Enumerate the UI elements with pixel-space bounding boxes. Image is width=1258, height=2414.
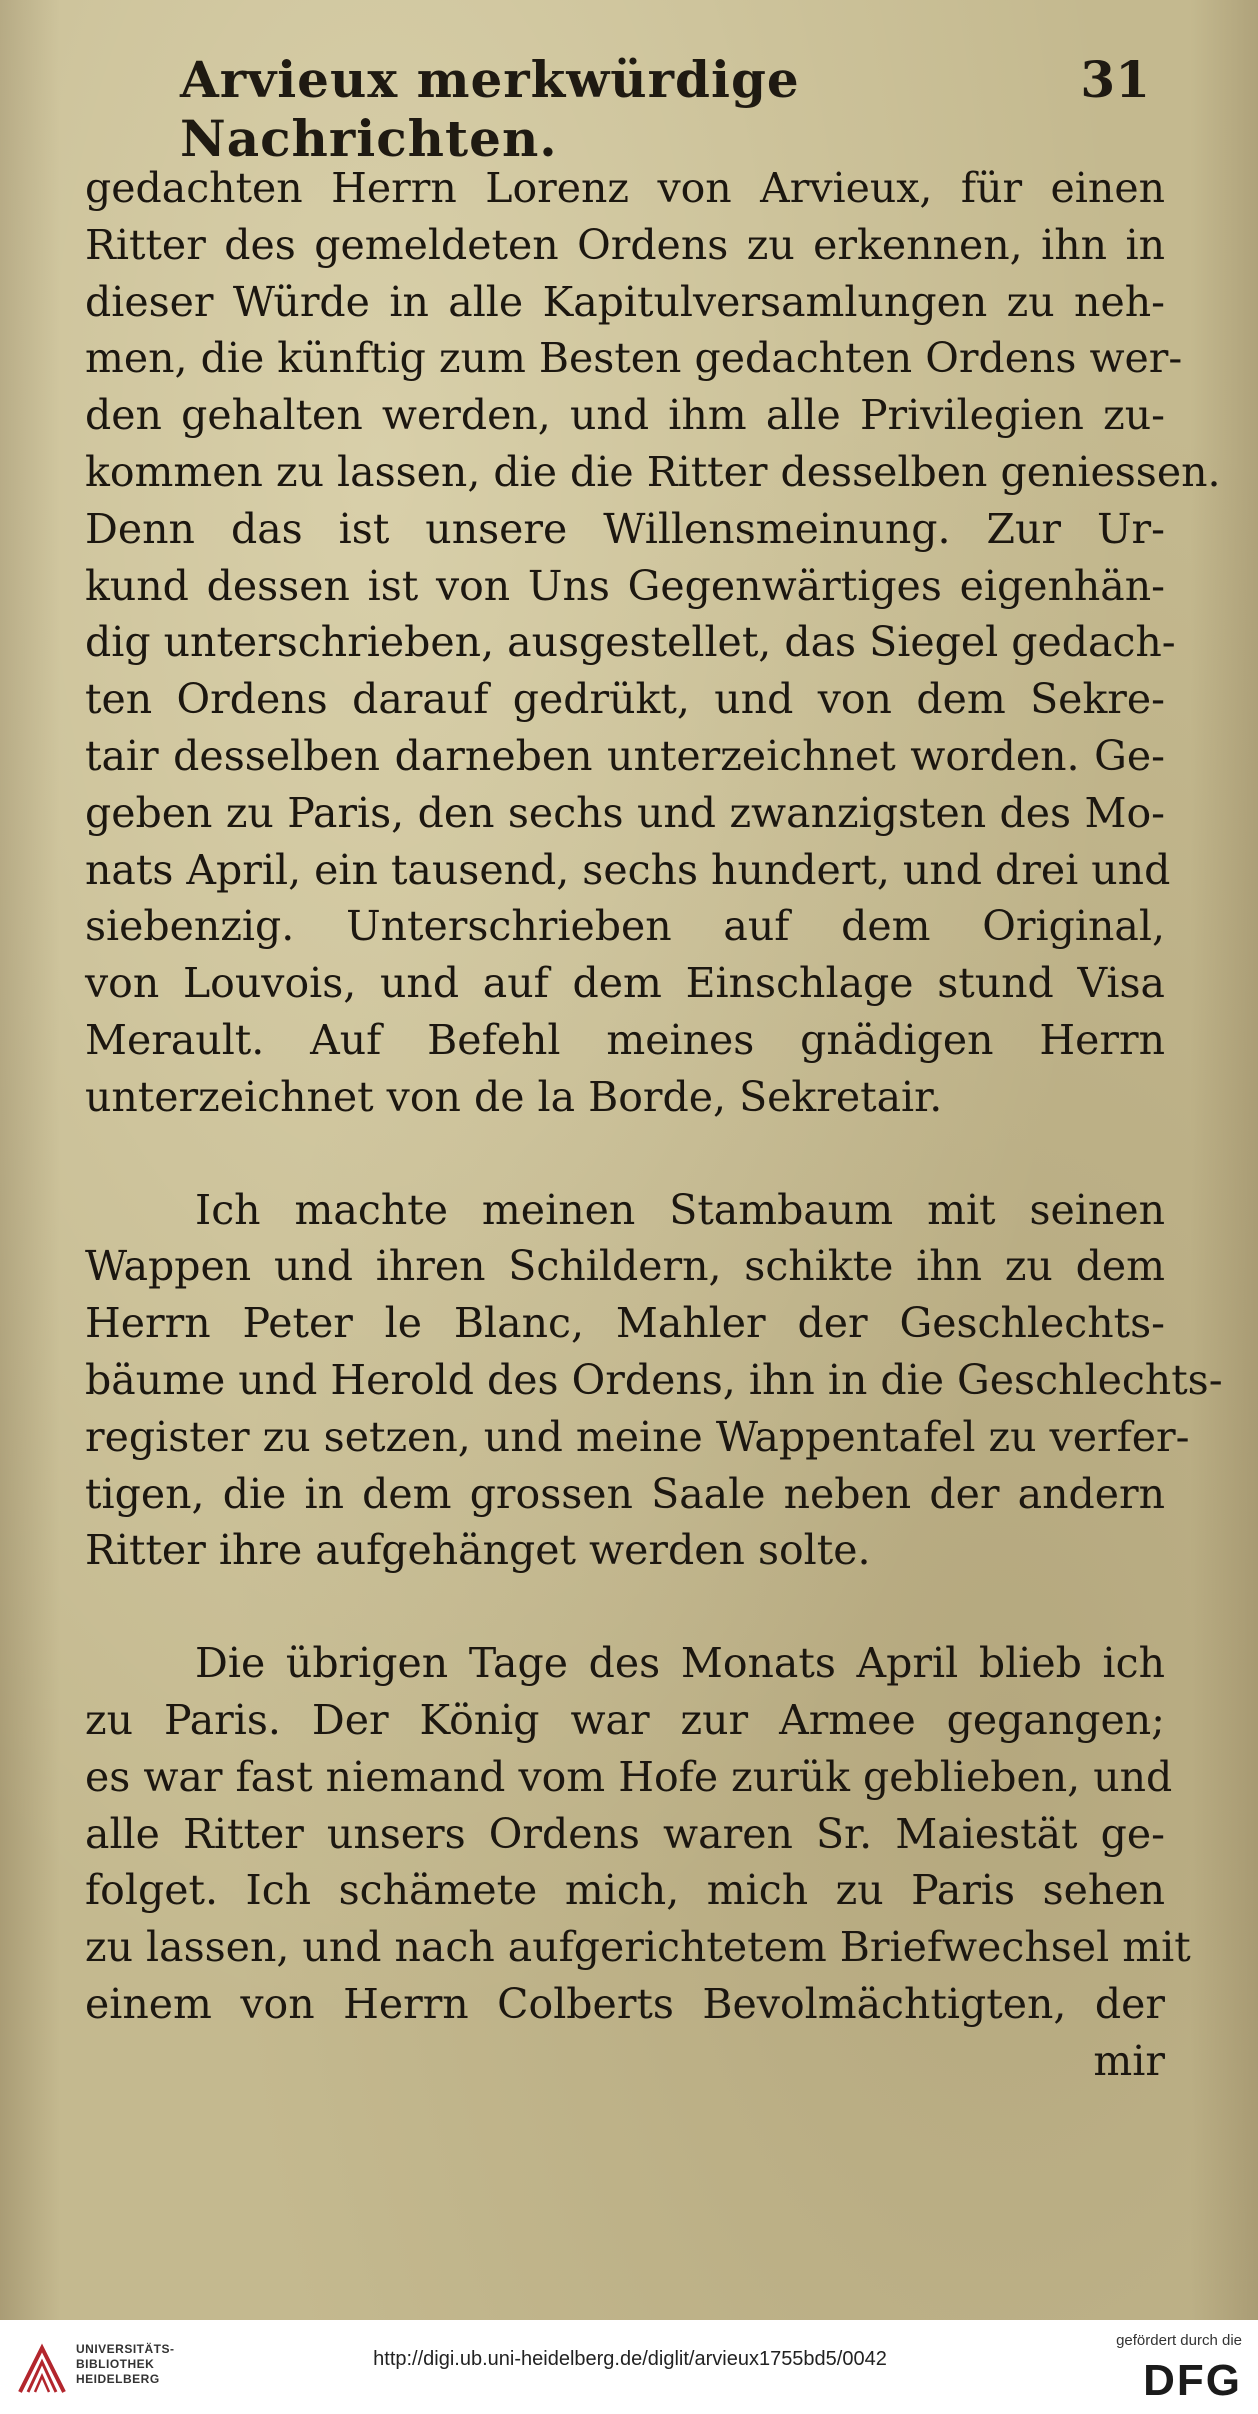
running-title: Arvieux merkwürdige Nachrichten. xyxy=(180,50,800,168)
running-header xyxy=(180,50,1150,168)
text-line: men, die künftig zum Besten gedachten Ordens wer- xyxy=(85,334,1183,383)
text-line: Merault. Auf Befehl meines gnädigen Herrn xyxy=(85,1015,1165,1064)
text-line: Die übrigen Tage des Monats April blieb ich xyxy=(195,1639,1165,1688)
permalink-url[interactable]: http://digi.ub.uni-heidelberg.de/diglit/arvieux1755bd5/0042 xyxy=(373,2348,887,2370)
text-line: unterzeichnet von de la Borde, Sekretair. xyxy=(85,1072,943,1121)
text-line: dig unterschrieben, ausgestellet, das Siegel gedach- xyxy=(85,618,1176,667)
text-line: von Louvois, und auf dem Einschlage stund Visa xyxy=(85,959,1165,1008)
text-line: es war fast niemand vom Hofe zurük geblieben, und xyxy=(85,1752,1173,1801)
text-line: kund dessen ist von Uns Gegenwärtiges eigenhän- xyxy=(85,561,1165,610)
text-line: Denn das ist unsere Willensmeinung. Zur Ur- xyxy=(85,504,1165,553)
text-line: den gehalten werden, und ihm alle Privilegien zu- xyxy=(85,391,1165,440)
text-line: bäume und Herold des Ordens, ihn in die Geschlechts- xyxy=(85,1355,1223,1404)
text-line: gedachten Herrn Lorenz von Arvieux, für einen xyxy=(85,164,1165,212)
paragraph-gap xyxy=(85,1126,1165,1182)
text-line: dieser Würde in alle Kapitulversamlungen zu neh- xyxy=(85,277,1165,326)
text-line: zu lassen, und nach aufgerichtetem Briefwechsel mit xyxy=(85,1923,1191,1972)
text-line: Herrn Peter le Blanc, Mahler der Geschlechts- xyxy=(85,1299,1165,1348)
text-line: tigen, die in dem grossen Saale neben der andern xyxy=(85,1469,1165,1518)
paragraph-gap xyxy=(85,1579,1165,1635)
viewer-footer xyxy=(0,2320,1258,2414)
library-logo-icon xyxy=(14,2342,70,2398)
library-name xyxy=(76,2342,175,2387)
text-line: tair desselben darneben unterzeichnet worden. Ge- xyxy=(85,731,1165,780)
library-name-line: HEIDELBERG xyxy=(76,2372,160,2386)
text-line: zu Paris. Der König war zur Armee gegangen; xyxy=(85,1695,1165,1744)
text-line: einem von Herrn Colberts Bevolmächtigten, der xyxy=(85,1979,1165,2028)
text-line: Wappen und ihren Schildern, schikte ihn zu dem xyxy=(85,1242,1165,1291)
text-line: nats April, ein tausend, sechs hundert, und drei und xyxy=(85,845,1171,894)
text-line: Ritter des gemeldeten Ordens zu erkennen, ihn in xyxy=(85,220,1165,269)
page-number: 31 xyxy=(1080,50,1150,109)
text-line: siebenzig. Unterschrieben auf dem Original, xyxy=(85,902,1165,951)
funding-note: gefördert durch die xyxy=(1116,2332,1242,2349)
text-line: Ritter ihre aufgehänget werden solte. xyxy=(85,1526,871,1575)
text-line: geben zu Paris, den sechs und zwanzigsten des Mo- xyxy=(85,788,1165,837)
library-name-line: UNIVERSITÄTS- xyxy=(76,2342,175,2356)
library-name-line: BIBLIOTHEK xyxy=(76,2357,155,2371)
text-line: register zu setzen, und meine Wappentafel zu verfer- xyxy=(85,1412,1190,1461)
text-line: Ich machte meinen Stambaum mit seinen xyxy=(195,1185,1165,1234)
dfg-logo: DFG xyxy=(1143,2356,1242,2405)
text-line: folget. Ich schämete mich, mich zu Paris sehen xyxy=(85,1866,1165,1915)
catchword: mir xyxy=(1093,2036,1165,2085)
body-text xyxy=(85,160,1223,2090)
text-line: kommen zu lassen, die die Ritter desselben geniessen. xyxy=(85,447,1221,496)
text-line: ten Ordens darauf gedrükt, und von dem Sekre- xyxy=(85,675,1165,724)
text-line: alle Ritter unsers Ordens waren Sr. Maiestät ge- xyxy=(85,1809,1165,1858)
